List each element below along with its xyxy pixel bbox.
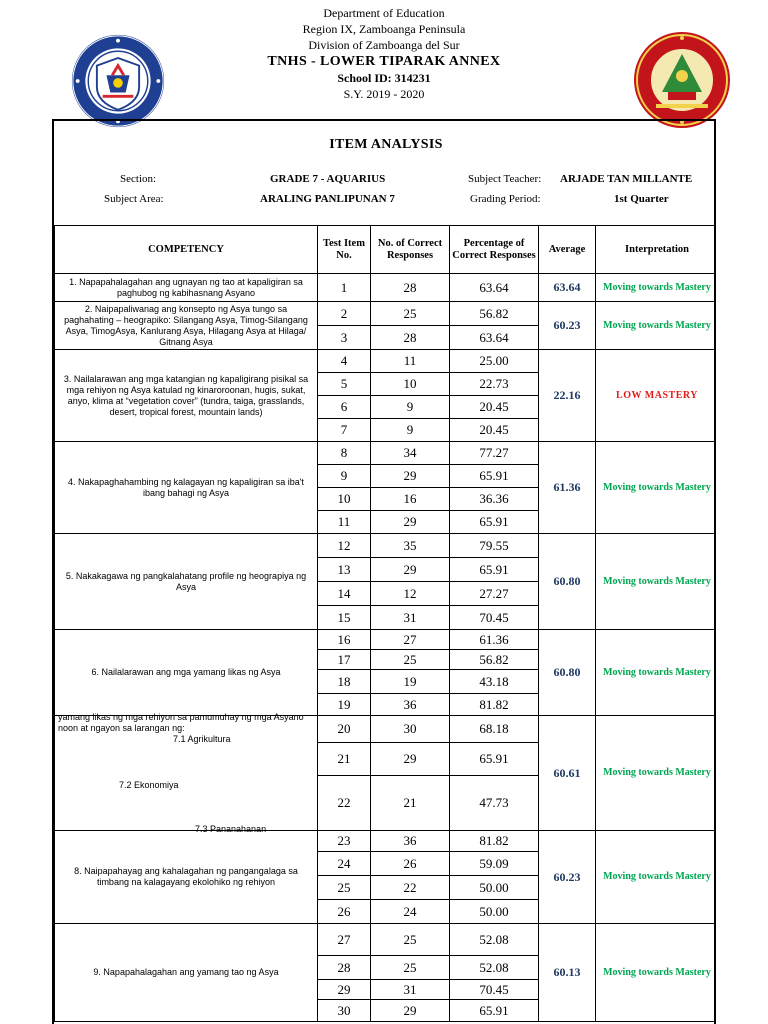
header-item-no: Test Item No. xyxy=(318,226,371,274)
teacher-label: Subject Teacher: xyxy=(468,173,542,185)
percentage: 65.91 xyxy=(450,743,539,776)
section-label: Section: xyxy=(120,173,157,185)
correct-count: 36 xyxy=(371,831,450,852)
percentage: 70.45 xyxy=(450,606,539,630)
correct-count: 29 xyxy=(371,558,450,582)
percentage: 59.09 xyxy=(450,852,539,876)
header-line-3: Division of Zamboanga del Sur xyxy=(308,38,460,52)
item-no: 26 xyxy=(318,900,371,924)
item-no: 9 xyxy=(318,465,371,488)
item-no: 21 xyxy=(318,743,371,776)
item-no: 16 xyxy=(318,630,371,650)
teacher-value: ARJADE TAN MILLANTE xyxy=(560,173,693,185)
competency-text: yamang likas ng mga rehiyon sa pamumuhay ng mga Asyano noon at ngayon sa larangan ng: xyxy=(58,712,304,733)
average: 60.23 xyxy=(539,302,596,350)
correct-count: 29 xyxy=(371,511,450,534)
percentage: 65.91 xyxy=(450,1000,539,1022)
item-no: 5 xyxy=(318,373,371,396)
percentage: 52.08 xyxy=(450,924,539,956)
percentage: 65.91 xyxy=(450,465,539,488)
competency-cell: 1. Napapahalagahan ang ugnayan ng tao at kapaligiran sa paghubog ng kabihasnang Asyano xyxy=(55,274,318,302)
school-id: School ID: 314231 xyxy=(337,71,431,85)
correct-count: 22 xyxy=(371,876,450,900)
header-correct: No. of Correct Responses xyxy=(371,226,450,274)
item-analysis-table xyxy=(54,225,716,1022)
percentage: 79.55 xyxy=(450,534,539,558)
item-no: 27 xyxy=(318,924,371,956)
correct-count: 25 xyxy=(371,650,450,670)
percentage: 56.82 xyxy=(450,302,539,326)
competency-cell: 9. Napapahalagahan ang yamang tao ng Asya xyxy=(55,924,318,1022)
average: 60.23 xyxy=(539,831,596,924)
correct-count: 28 xyxy=(371,274,450,302)
percentage: 52.08 xyxy=(450,956,539,980)
school-year: S.Y. 2019 - 2020 xyxy=(343,87,425,101)
correct-count: 35 xyxy=(371,534,450,558)
period-value: 1st Quarter xyxy=(614,193,669,205)
average: 60.80 xyxy=(539,534,596,630)
item-no: 1 xyxy=(318,274,371,302)
item-no: 11 xyxy=(318,511,371,534)
table-row xyxy=(55,274,717,302)
average: 22.16 xyxy=(539,350,596,442)
subject-value: ARALING PANLIPUNAN 7 xyxy=(260,193,395,205)
correct-count: 25 xyxy=(371,924,450,956)
school-name: TNHS - LOWER TIPARAK ANNEX xyxy=(267,54,501,69)
interpretation: LOW MASTERY xyxy=(596,350,717,442)
competency-sub-1: 7.1 Agrikultura xyxy=(173,734,231,744)
competency-cell: 8. Naipapahayag ang kahalagahan ng pangangalaga sa timbang na kalagayang ekolohiko ng rehiyon xyxy=(55,831,318,924)
percentage: 81.82 xyxy=(450,694,539,716)
average: 60.13 xyxy=(539,924,596,1022)
correct-count: 21 xyxy=(371,776,450,831)
item-no: 2 xyxy=(318,302,371,326)
correct-count: 24 xyxy=(371,900,450,924)
item-no: 20 xyxy=(318,716,371,743)
interpretation: Moving towards Mastery xyxy=(596,534,717,630)
section-value: GRADE 7 - AQUARIUS xyxy=(270,173,386,185)
item-no: 30 xyxy=(318,1000,371,1022)
correct-count: 26 xyxy=(371,852,450,876)
percentage: 77.27 xyxy=(450,442,539,465)
percentage: 68.18 xyxy=(450,716,539,743)
item-no: 10 xyxy=(318,488,371,511)
competency-sub-2: 7.2 Ekonomiya xyxy=(119,780,179,790)
deped-seal-icon xyxy=(70,33,166,129)
table-row xyxy=(55,924,717,956)
item-no: 18 xyxy=(318,670,371,694)
percentage: 50.00 xyxy=(450,876,539,900)
interpretation: Moving towards Mastery xyxy=(596,716,717,831)
item-no: 24 xyxy=(318,852,371,876)
correct-count: 25 xyxy=(371,302,450,326)
header-percentage: Percentage of Correct Responses xyxy=(450,226,539,274)
interpretation: Moving towards Mastery xyxy=(596,442,717,534)
correct-count: 19 xyxy=(371,670,450,694)
period-label: Grading Period: xyxy=(470,193,541,205)
interpretation: Moving towards Mastery xyxy=(596,924,717,1022)
percentage: 61.36 xyxy=(450,630,539,650)
correct-count: 10 xyxy=(371,373,450,396)
table-row xyxy=(55,630,717,650)
competency-cell xyxy=(55,712,318,834)
table-row xyxy=(55,302,717,326)
correct-count: 31 xyxy=(371,980,450,1000)
table-row xyxy=(55,831,717,852)
competency-cell: 3. Nailalarawan ang mga katangian ng kapaligirang pisikal sa mga rehiyon ng Asya katulad ng kinaroroonan, hugis, sukat, anyo, klima at “vegetation cover” (tundra, taiga, grasslands, desert, tropical forest, mountain lands) xyxy=(55,350,318,442)
percentage: 56.82 xyxy=(450,650,539,670)
correct-count: 9 xyxy=(371,419,450,442)
correct-count: 36 xyxy=(371,694,450,716)
item-no: 22 xyxy=(318,776,371,831)
average: 60.80 xyxy=(539,630,596,716)
competency-cell: 6. Nailalarawan ang mga yamang likas ng Asya xyxy=(55,630,318,716)
item-no: 12 xyxy=(318,534,371,558)
item-no: 3 xyxy=(318,326,371,350)
percentage: 70.45 xyxy=(450,980,539,1000)
item-no: 14 xyxy=(318,582,371,606)
header-line-2: Region IX, Zamboanga Peninsula xyxy=(302,22,466,36)
percentage: 47.73 xyxy=(450,776,539,831)
percentage: 22.73 xyxy=(450,373,539,396)
table-row xyxy=(55,716,717,743)
item-no: 19 xyxy=(318,694,371,716)
correct-count: 29 xyxy=(371,465,450,488)
item-no: 8 xyxy=(318,442,371,465)
percentage: 50.00 xyxy=(450,900,539,924)
interpretation: Moving towards Mastery xyxy=(596,630,717,716)
correct-count: 29 xyxy=(371,743,450,776)
percentage: 20.45 xyxy=(450,419,539,442)
item-no: 29 xyxy=(318,980,371,1000)
subject-label: Subject Area: xyxy=(104,193,164,205)
table-row xyxy=(55,534,717,558)
average: 60.61 xyxy=(539,716,596,831)
interpretation: Moving towards Mastery xyxy=(596,302,717,350)
correct-count: 9 xyxy=(371,396,450,419)
percentage: 27.27 xyxy=(450,582,539,606)
percentage: 36.36 xyxy=(450,488,539,511)
percentage: 81.82 xyxy=(450,831,539,852)
item-no: 25 xyxy=(318,876,371,900)
item-no: 6 xyxy=(318,396,371,419)
percentage: 20.45 xyxy=(450,396,539,419)
percentage: 63.64 xyxy=(450,274,539,302)
item-no: 15 xyxy=(318,606,371,630)
table-row xyxy=(55,350,717,373)
item-no: 4 xyxy=(318,350,371,373)
correct-count: 30 xyxy=(371,716,450,743)
header-average: Average xyxy=(539,226,596,274)
report-title: ITEM ANALYSIS xyxy=(329,137,443,152)
header-interpretation: Interpretation xyxy=(596,226,717,274)
competency-cell: 5. Nakakagawa ng pangkalahatang profile ng heograpiya ng Asya xyxy=(55,534,318,630)
correct-count: 12 xyxy=(371,582,450,606)
school-seal-icon xyxy=(632,30,732,130)
percentage: 25.00 xyxy=(450,350,539,373)
percentage: 63.64 xyxy=(450,326,539,350)
competency-cell: 4. Nakapaghahambing ng kalagayan ng kapaligiran sa iba't ibang bahagi ng Asya xyxy=(55,442,318,534)
average: 63.64 xyxy=(539,274,596,302)
correct-count: 16 xyxy=(371,488,450,511)
header-competency: COMPETENCY xyxy=(55,226,318,274)
table-row xyxy=(55,442,717,465)
competency-sub-3: 7.3 Pananahanan xyxy=(195,824,267,834)
correct-count: 31 xyxy=(371,606,450,630)
correct-count: 27 xyxy=(371,630,450,650)
interpretation: Moving towards Mastery xyxy=(596,831,717,924)
correct-count: 34 xyxy=(371,442,450,465)
item-no: 28 xyxy=(318,956,371,980)
item-analysis-sheet xyxy=(52,119,716,1024)
competency-cell: 2. Naipapaliwanag ang konsepto ng Asya tungo sa paghahating – heograpiko: Silangang Asya, Timog-Silangang Asya, TimogAsya, Kanlurang Asya, Hilagang Asya at Hilaga/ Gitnang Asya xyxy=(55,302,318,350)
item-no: 13 xyxy=(318,558,371,582)
correct-count: 11 xyxy=(371,350,450,373)
correct-count: 28 xyxy=(371,326,450,350)
percentage: 43.18 xyxy=(450,670,539,694)
correct-count: 25 xyxy=(371,956,450,980)
item-no: 17 xyxy=(318,650,371,670)
interpretation: Moving towards Mastery xyxy=(596,274,717,302)
average: 61.36 xyxy=(539,442,596,534)
correct-count: 29 xyxy=(371,1000,450,1022)
item-no: 23 xyxy=(318,831,371,852)
percentage: 65.91 xyxy=(450,511,539,534)
header-line-1: Department of Education xyxy=(323,6,445,20)
item-no: 7 xyxy=(318,419,371,442)
percentage: 65.91 xyxy=(450,558,539,582)
